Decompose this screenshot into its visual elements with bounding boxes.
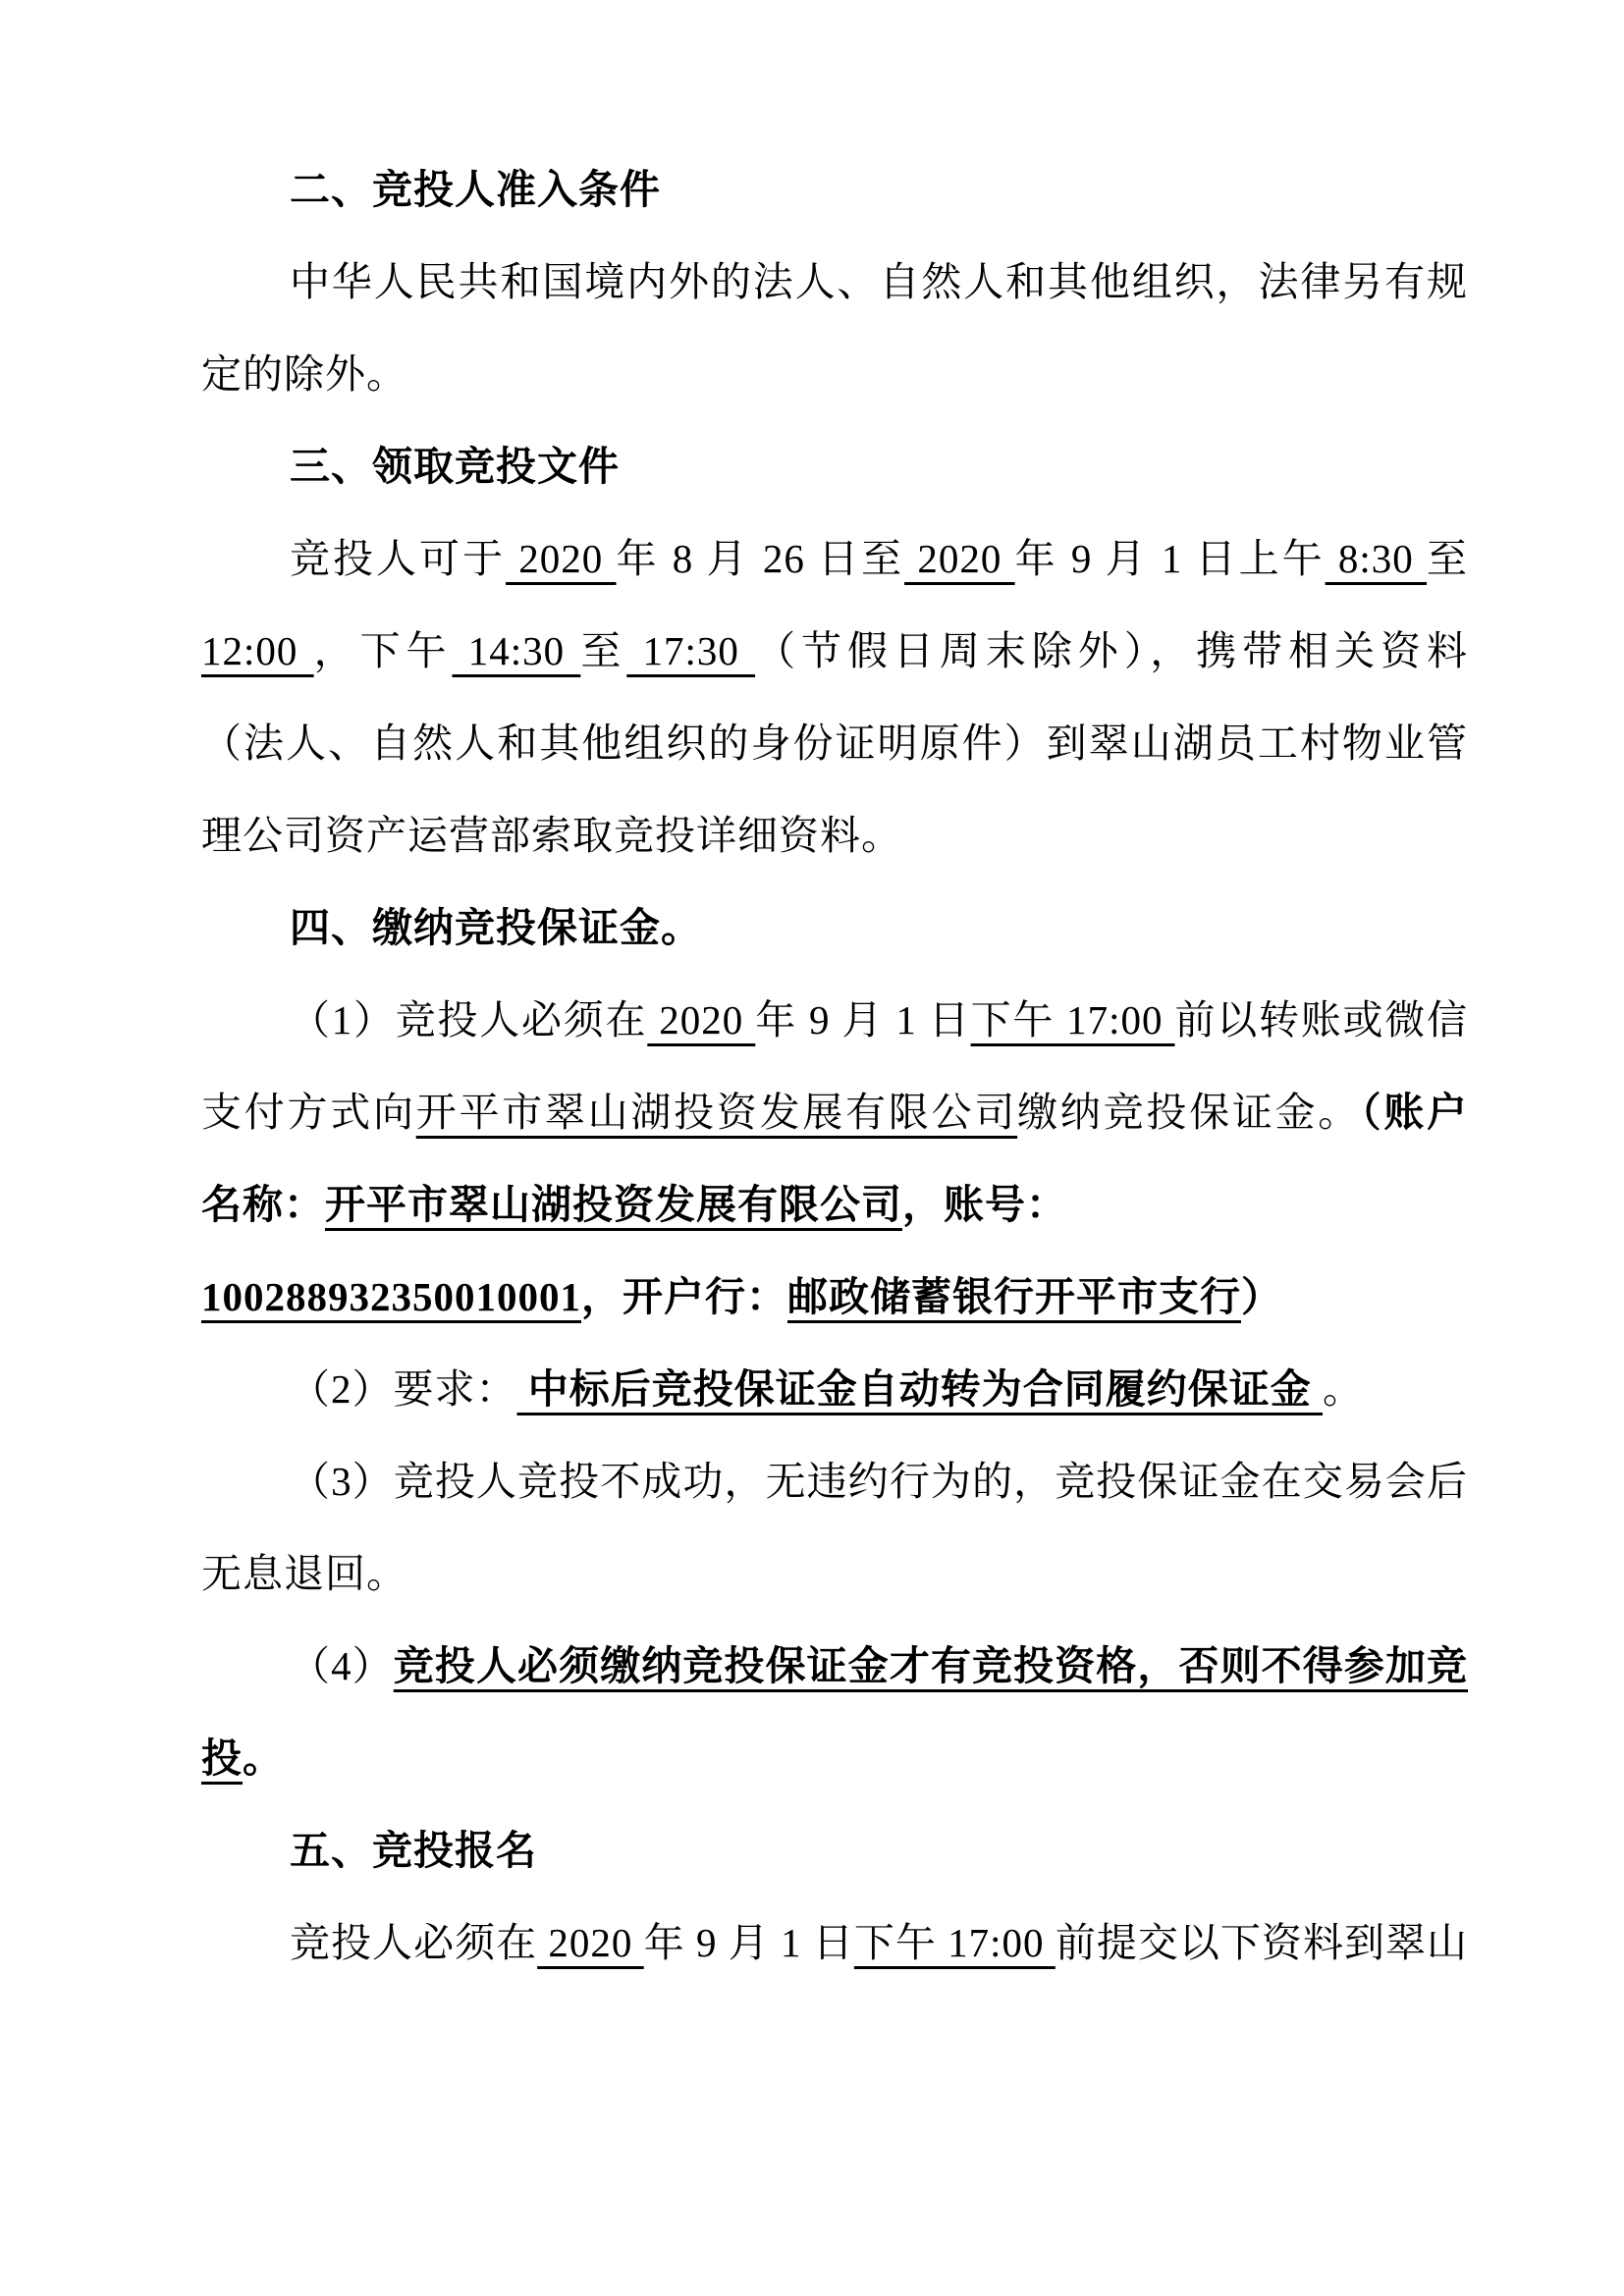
text-segment: 年 9 月 1 日 xyxy=(755,997,971,1042)
text-line xyxy=(201,1251,1468,1343)
text-line xyxy=(201,1435,1468,1527)
text-segment: ） xyxy=(1241,1274,1282,1319)
text-segment: 定的除外。 xyxy=(201,351,407,397)
text-segment: 名称： xyxy=(201,1182,325,1227)
text-segment: 五、竞投报名 xyxy=(290,1828,537,1873)
text-segment: 14:30 xyxy=(452,628,581,673)
text-line xyxy=(201,1527,1468,1620)
text-line xyxy=(201,974,1468,1066)
text-segment: 12:00 xyxy=(201,628,314,673)
text-line xyxy=(201,789,1468,881)
text-segment: （法人、自然人和其他组织的身份证明原件）到翠山湖员工村物业管 xyxy=(201,721,1468,766)
text-segment: 理公司资产运营部索取竞投详细资料。 xyxy=(201,813,902,858)
text-segment: 支付方式向 xyxy=(201,1090,416,1135)
text-segment: 下午 17:00 xyxy=(970,997,1175,1042)
text-segment: 前以转账或微信 xyxy=(1174,997,1469,1042)
text-line xyxy=(201,1896,1468,1989)
text-line xyxy=(201,1158,1468,1251)
text-segment: 。 xyxy=(243,1735,284,1781)
heading-line xyxy=(201,143,1468,236)
text-segment: 四、缴纳竞投保证金。 xyxy=(290,905,702,950)
text-segment: 竞投人可于 xyxy=(290,536,507,581)
text-line xyxy=(201,512,1468,605)
text-segment: 至 xyxy=(580,628,627,673)
text-segment: 。 xyxy=(1323,1366,1364,1412)
text-segment: ，下午 xyxy=(313,628,453,673)
text-segment: 2020 xyxy=(506,536,617,581)
text-segment: 100288932350010001 xyxy=(201,1274,581,1319)
text-segment: 中华人民共和国境内外的法人、自然人和其他组织，法律另有规 xyxy=(290,259,1468,304)
text-segment: 年 9 月 1 日 xyxy=(643,1920,854,1965)
text-line xyxy=(201,697,1468,789)
text-segment: 竞投人必须缴纳竞投保证金才有竞投资格，否则不得参加竞 xyxy=(393,1643,1469,1688)
text-segment: 无息退回。 xyxy=(201,1551,407,1596)
text-segment: 三、领取竞投文件 xyxy=(290,444,620,489)
text-segment: 8:30 xyxy=(1325,536,1428,581)
text-segment: （2）要求： xyxy=(290,1366,517,1412)
text-segment: 竞投人必须在 xyxy=(290,1920,538,1965)
text-segment: 开平市翠山湖投资发展有限公司 xyxy=(415,1090,1018,1135)
text-line xyxy=(201,1066,1468,1158)
text-line xyxy=(201,1712,1468,1804)
text-segment: 下午 17:00 xyxy=(853,1920,1056,1965)
text-segment: 投 xyxy=(201,1735,243,1781)
text-segment: 前提交以下资料到翠山 xyxy=(1055,1920,1469,1965)
heading-line xyxy=(201,881,1468,974)
text-segment: （账户 xyxy=(1361,1090,1469,1135)
text-line xyxy=(201,236,1468,328)
text-segment: 二、竞投人准入条件 xyxy=(290,167,661,212)
text-line xyxy=(201,328,1468,420)
text-segment: 开平市翠山湖投资发展有限公司 xyxy=(325,1182,902,1227)
heading-line xyxy=(201,1804,1468,1896)
text-segment: （3）竞投人竞投不成功，无违约行为的，竞投保证金在交易会后 xyxy=(290,1459,1468,1504)
text-segment: 2020 xyxy=(904,536,1015,581)
text-segment: （4） xyxy=(290,1643,394,1688)
text-line xyxy=(201,1343,1468,1435)
text-segment: 邮政储蓄银行开平市支行 xyxy=(787,1274,1241,1319)
text-line xyxy=(201,605,1468,697)
text-segment: 2020 xyxy=(647,997,756,1042)
text-line xyxy=(201,1620,1468,1712)
document-body xyxy=(201,143,1468,1989)
heading-line xyxy=(201,420,1468,512)
text-segment: 中标后竞投保证金自动转为合同履约保证金 xyxy=(516,1366,1323,1412)
text-segment: 缴纳竞投保证金。 xyxy=(1017,1090,1362,1135)
text-segment: ，账号： xyxy=(902,1182,1067,1227)
text-segment: 2020 xyxy=(537,1920,644,1965)
text-segment: 年 8 月 26 日至 xyxy=(616,536,905,581)
text-segment: 年 9 月 1 日上午 xyxy=(1014,536,1326,581)
text-segment: （节假日周末除外），携带相关资料 xyxy=(755,628,1468,673)
text-segment: 至 xyxy=(1427,536,1469,581)
text-segment: 17:30 xyxy=(626,628,756,673)
text-segment: ，开户行： xyxy=(581,1274,787,1319)
text-segment: （1）竞投人必须在 xyxy=(290,997,648,1042)
